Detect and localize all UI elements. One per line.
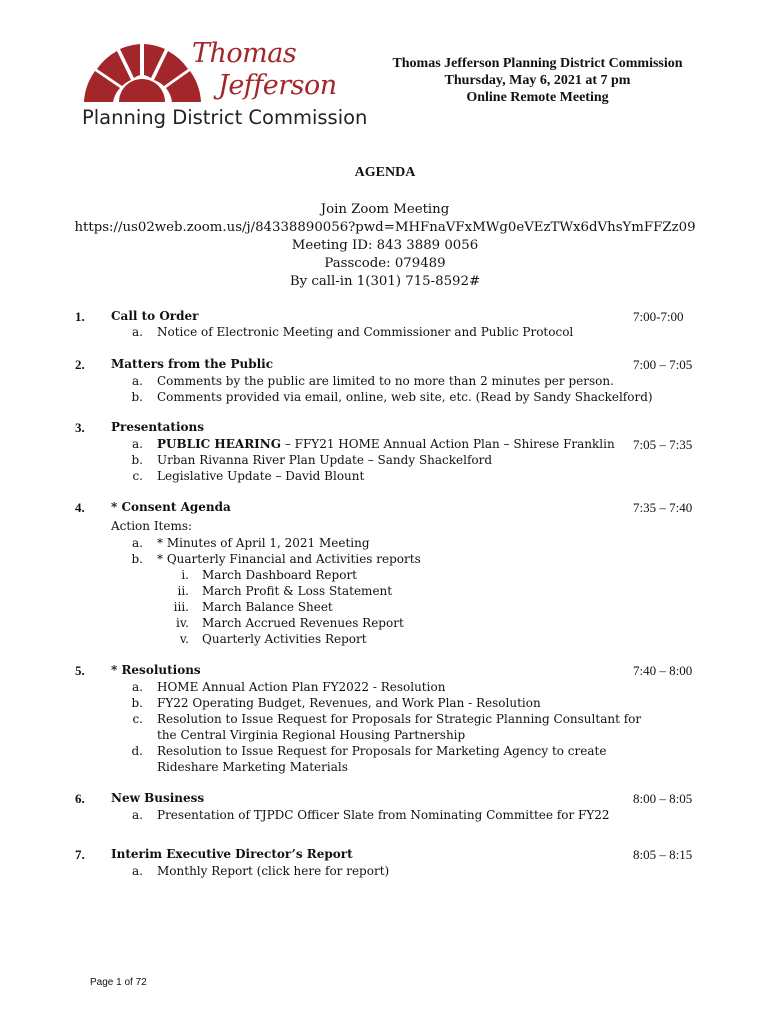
logo-word-jefferson: Jefferson [218,70,337,101]
item-number: 3. [75,420,85,435]
zoom-callin: By call-in 1(301) 715-8592# [289,274,481,289]
logo-word-thomas: Thomas [192,38,297,69]
item-title: New Business [111,791,205,805]
sub-item-text: the Central Virginia Regional Housing Partnership [157,728,466,742]
sub-item-text: HOME Annual Action Plan FY2022 - Resolution [157,680,446,694]
sub-item-marker: b. [131,696,143,710]
zoom-passcode: Passcode: 079489 [324,256,446,271]
sub-item-marker: b. [131,552,143,566]
sub-sub-item-marker: iv. [175,616,189,630]
item-time: 7:00 – 7:05 [633,357,693,372]
item-title: * Consent Agenda [111,500,231,514]
sub-item-text-rest: – FFY21 HOME Annual Action Plan – Shirese Franklin [281,437,615,451]
sub-sub-item-marker: iii. [173,600,189,614]
sub-item-text [157,436,615,452]
sub-item-text: Resolution to Issue Request for Proposals for Strategic Planning Consultant for [157,712,642,726]
item-title: Matters from the Public [111,357,274,371]
sub-item-marker: d. [131,744,143,758]
sub-item-text: Urban Rivanna River Plan Update – Sandy Shackelford [157,453,493,467]
sub-sub-item-marker: v. [179,632,189,646]
sub-sub-item-marker: ii. [177,584,189,598]
sub-item-text: Legislative Update – David Blount [157,469,365,483]
zoom-meeting-id: Meeting ID: 843 3889 0056 [291,238,479,253]
item-number: 2. [75,357,85,372]
sub-item-marker: a. [132,864,143,878]
sub-item-text: Resolution to Issue Request for Proposals for Marketing Agency to create [157,744,607,758]
agenda-title: AGENDA [354,165,416,180]
header-date: Thursday, May 6, 2021 at 7 pm [444,73,631,88]
header-meeting: Online Remote Meeting [466,90,609,105]
sub-item-marker: c. [132,712,143,726]
sub-item-marker: b. [131,453,143,467]
sub-item-marker: a. [132,808,143,822]
public-hearing-label: PUBLIC HEARING [157,437,282,451]
sub-sub-item-marker: i. [181,568,189,582]
sub-item-text: Presentation of TJPDC Officer Slate from Nominating Committee for FY22 [157,808,610,822]
item-number: 7. [75,847,85,862]
sub-item-marker: a. [132,536,143,550]
item-number: 5. [75,663,85,678]
sub-item-marker: a. [132,437,143,451]
item-title: * Resolutions [111,663,201,677]
action-items-label: Action Items: [111,519,193,533]
item-title: Presentations [111,420,204,434]
header-org: Thomas Jefferson Planning District Commission [392,56,683,71]
item-time: 7:00-7:00 [633,309,684,324]
sub-item-text: Comments provided via email, online, web site, etc. (Read by Sandy Shackelford) [157,390,653,404]
item-number: 4. [75,500,85,515]
zoom-url-link[interactable]: https://us02web.zoom.us/j/84338890056?pwd=MHFnaVFxMWg0eVEzTWx6dVhsYmFFZz09 [74,220,696,235]
sub-item-marker: a. [132,374,143,388]
sub-sub-item-text: March Accrued Revenues Report [202,616,404,630]
sub-sub-item-text: March Balance Sheet [202,600,333,614]
sub-item-text: Comments by the public are limited to no more than 2 minutes per person. [157,374,614,388]
item-number: 6. [75,791,85,806]
sub-sub-item-text: March Dashboard Report [202,568,357,582]
item-time: 7:05 – 7:35 [633,437,693,452]
item-time: 8:05 – 8:15 [633,847,693,862]
item-title: Call to Order [111,309,199,323]
item-time: 8:00 – 8:05 [633,791,693,806]
sunburst-fan-icon [80,38,210,110]
item-time: 7:40 – 8:00 [633,663,693,678]
sub-item-text: FY22 Operating Budget, Revenues, and Work Plan - Resolution [157,696,541,710]
zoom-join: Join Zoom Meeting [320,202,450,217]
tjpdc-logo [80,38,368,133]
sub-sub-item-text: Quarterly Activities Report [202,632,367,646]
monthly-report-link[interactable]: Monthly Report (click here for report) [157,864,390,878]
sub-item-marker: a. [132,680,143,694]
item-time: 7:35 – 7:40 [633,500,693,515]
item-title: Interim Executive Director’s Report [111,847,353,861]
sub-item-text: * Minutes of April 1, 2021 Meeting [157,536,370,550]
sub-item-marker: c. [132,469,143,483]
sub-item-marker: a. [132,325,143,339]
sub-item-text: Notice of Electronic Meeting and Commissioner and Public Protocol [157,325,574,339]
sub-item-text: Rideshare Marketing Materials [157,760,348,774]
sub-sub-item-text: March Profit & Loss Statement [202,584,393,598]
page-footer: Page 1 of 72 [90,977,147,988]
sub-item-marker: b. [131,390,143,404]
logo-word-pdc: Planning District Commission [82,106,368,129]
item-number: 1. [75,309,85,324]
sub-item-text: * Quarterly Financial and Activities reports [157,552,421,566]
